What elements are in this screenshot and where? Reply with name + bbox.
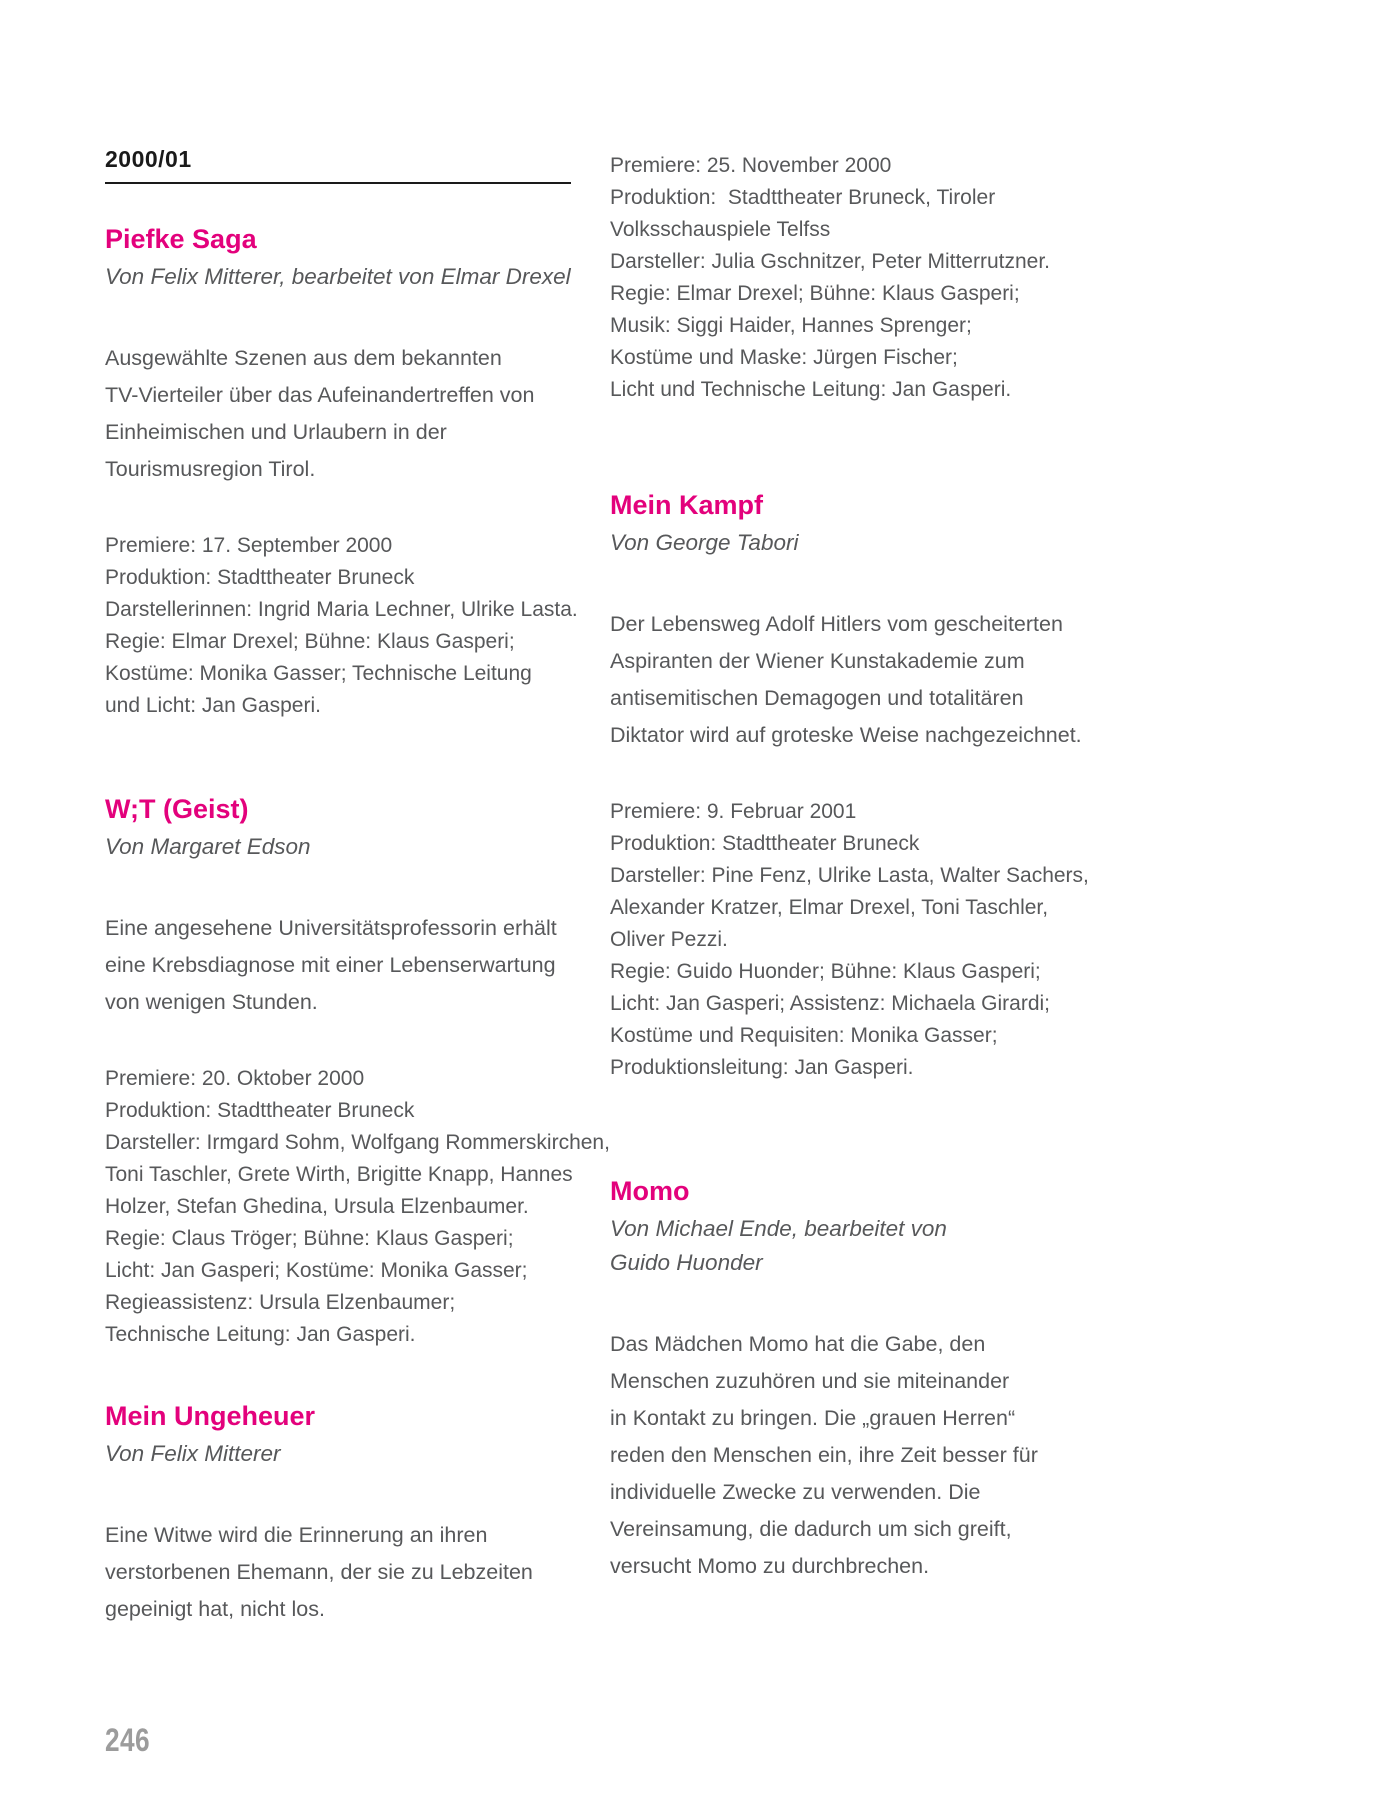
text-line: individuelle Zwecke zu verwenden. Die — [610, 1480, 981, 1504]
text-line: Kostüme und Requisiten: Monika Gasser; — [610, 1024, 998, 1047]
text-line: reden den Menschen ein, ihre Zeit besser für — [610, 1443, 1038, 1467]
production-byline — [105, 830, 571, 864]
production-description — [105, 910, 571, 1021]
text-line: Produktion: Stadttheater Bruneck — [105, 566, 415, 589]
text-line: Regieassistenz: Ursula Elzenbaumer; — [105, 1291, 456, 1314]
text-line: Aspiranten der Wiener Kunstakademie zum — [610, 649, 1025, 673]
production-section-mein-ungeheuer — [105, 1401, 571, 1628]
text-line: gepeinigt hat, nicht los. — [105, 1597, 325, 1621]
text-line: Darstellerinnen: Ingrid Maria Lechner, Ulrike Lasta. — [105, 598, 578, 621]
production-title: W;T (Geist) — [105, 794, 249, 824]
production-description — [610, 606, 1090, 754]
text-line: Kostüme: Monika Gasser; Technische Leitung — [105, 662, 532, 685]
production-section-momo — [610, 1176, 1090, 1585]
text-line: Kostüme und Maske: Jürgen Fischer; — [610, 346, 958, 369]
text-line: Eine angesehene Universitätsprofessorin erhält — [105, 916, 557, 940]
text-line: Produktion: Stadttheater Bruneck — [105, 1099, 415, 1122]
text-line: Premiere: 20. Oktober 2000 — [105, 1067, 365, 1090]
text-line: Darsteller: Pine Fenz, Ulrike Lasta, Walter Sachers, — [610, 864, 1089, 887]
text-line: Toni Taschler, Grete Wirth, Brigitte Knapp, Hannes — [105, 1163, 573, 1186]
text-line: Premiere: 25. November 2000 — [610, 154, 892, 177]
production-byline — [610, 526, 1090, 560]
text-line: Regie: Elmar Drexel; Bühne: Klaus Gasperi; — [105, 630, 515, 653]
text-line: verstorbenen Ehemann, der sie zu Lebzeiten — [105, 1560, 533, 1584]
text-line: Regie: Elmar Drexel; Bühne: Klaus Gasperi; — [610, 282, 1020, 305]
production-description — [610, 1326, 1090, 1585]
text-line: Das Mädchen Momo hat die Gabe, den — [610, 1332, 986, 1356]
text-line: Der Lebensweg Adolf Hitlers vom gescheiterten — [610, 612, 1063, 636]
production-credits-continued — [610, 150, 1090, 406]
text-line: Ausgewählte Szenen aus dem bekannten — [105, 346, 502, 370]
production-title: Piefke Saga — [105, 224, 257, 254]
text-line: Licht und Technische Leitung: Jan Gasperi. — [610, 378, 1012, 401]
text-line: Von Felix Mitterer — [105, 1441, 281, 1466]
text-line: Menschen zuzuhören und sie miteinander — [610, 1369, 1010, 1393]
left-column — [105, 146, 610, 1628]
right-column — [610, 146, 1090, 1585]
text-line: von wenigen Stunden. — [105, 990, 318, 1014]
text-line: eine Krebsdiagnose mit einer Lebenserwartung — [105, 953, 556, 977]
text-line: Produktionsleitung: Jan Gasperi. — [610, 1056, 914, 1079]
production-section-piefke-saga — [105, 224, 578, 722]
text-line: und Licht: Jan Gasperi. — [105, 694, 321, 717]
production-byline — [610, 1212, 1090, 1280]
text-line: Premiere: 9. Februar 2001 — [610, 800, 857, 823]
text-line: Musik: Siggi Haider, Hannes Sprenger; — [610, 314, 972, 337]
text-line: Volksschauspiele Telfss — [610, 218, 831, 241]
text-line: Vereinsamung, die dadurch um sich greift, — [610, 1517, 1012, 1541]
production-credits — [105, 530, 578, 722]
production-section-mein-kampf — [610, 490, 1090, 1084]
text-line: TV-Vierteiler über das Aufeinandertreffen von — [105, 383, 535, 407]
page-number: 246 — [105, 1722, 151, 1758]
text-line: Alexander Kratzer, Elmar Drexel, Toni Taschler, — [610, 896, 1049, 919]
text-line: in Kontakt zu bringen. Die „grauen Herren“ — [610, 1406, 1016, 1430]
text-line: Oliver Pezzi. — [610, 928, 728, 951]
text-line: Technische Leitung: Jan Gasperi. — [105, 1323, 416, 1346]
text-line: Holzer, Stefan Ghedina, Ursula Elzenbaumer. — [105, 1195, 529, 1218]
production-description — [105, 1517, 571, 1628]
text-line: versucht Momo zu durchbrechen. — [610, 1554, 930, 1578]
text-line: Licht: Jan Gasperi; Assistenz: Michaela Girardi; — [610, 992, 1051, 1015]
text-line: Von George Tabori — [610, 530, 799, 555]
text-line: Tourismusregion Tirol. — [105, 457, 316, 481]
production-section-wt-geist — [105, 794, 610, 1351]
text-line: Darsteller: Julia Gschnitzer, Peter Mitterrutzner. — [610, 250, 1050, 273]
production-description — [105, 340, 571, 488]
production-credits — [610, 796, 1090, 1084]
production-byline — [105, 260, 571, 294]
text-line: Eine Witwe wird die Erinnerung an ihren — [105, 1523, 488, 1547]
text-line: Produktion: Stadttheater Bruneck — [610, 832, 920, 855]
season-heading: 2000/01 — [105, 146, 571, 184]
production-title: Mein Ungeheuer — [105, 1401, 316, 1431]
text-line: antisemitischen Demagogen und totalitären — [610, 686, 1024, 710]
text-line: Regie: Guido Huonder; Bühne: Klaus Gasperi; — [610, 960, 1041, 983]
text-line: Diktator wird auf groteske Weise nachgezeichnet. — [610, 723, 1082, 747]
production-title: Mein Kampf — [610, 490, 764, 520]
text-line: Von Felix Mitterer, bearbeitet von Elmar Drexel — [105, 264, 571, 289]
text-line: Premiere: 17. September 2000 — [105, 534, 393, 557]
text-line: Regie: Claus Tröger; Bühne: Klaus Gasperi; — [105, 1227, 514, 1250]
text-line: Darsteller: Irmgard Sohm, Wolfgang Rommerskirchen, — [105, 1131, 610, 1154]
production-credits — [105, 1063, 610, 1351]
text-line: Guido Huonder — [610, 1250, 763, 1275]
text-line: Licht: Jan Gasperi; Kostüme: Monika Gasser; — [105, 1259, 528, 1282]
production-title: Momo — [610, 1176, 690, 1206]
text-line: Einheimischen und Urlaubern in der — [105, 420, 447, 444]
text-line: Von Margaret Edson — [105, 834, 311, 859]
text-line: Produktion: Stadttheater Bruneck, Tiroler — [610, 186, 996, 209]
production-byline — [105, 1437, 571, 1471]
text-line: Von Michael Ende, bearbeitet von — [610, 1216, 947, 1241]
